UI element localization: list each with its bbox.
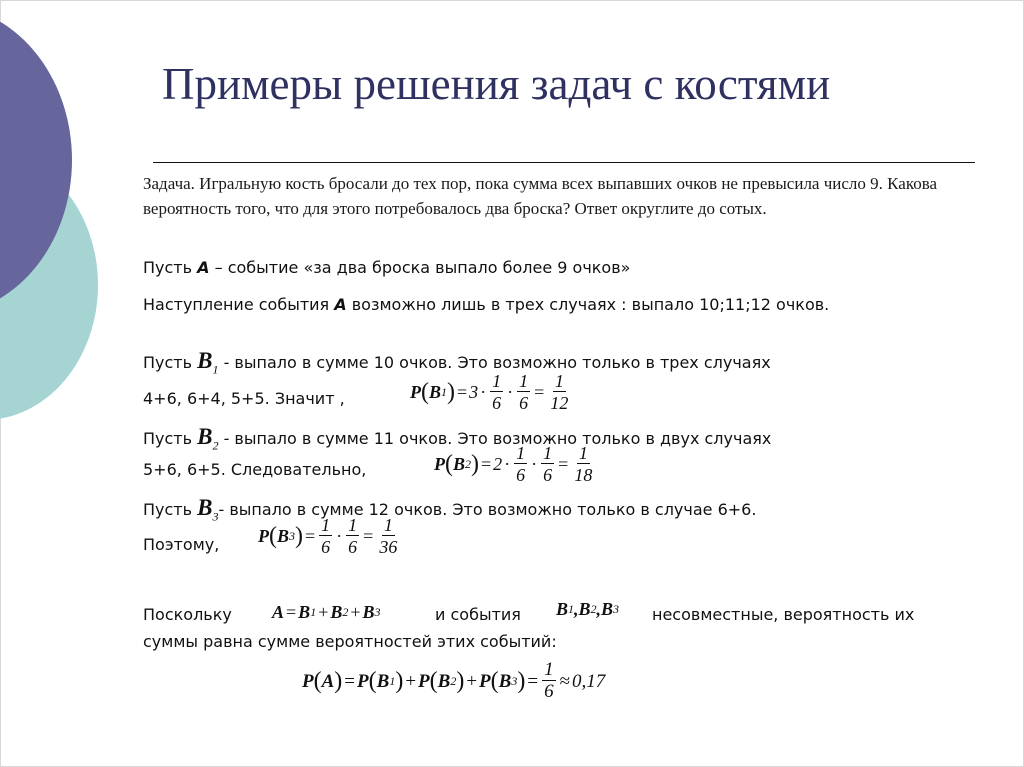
- formula-p-b1: P ( B 1 ) = 3 · $\frac{1}{6}$ · $\frac{1}{6}$ = $\frac{1}{12}$: [410, 371, 569, 413]
- formula-p-b3: P ( B 3 ) = $\frac{1}{6}$ · $\frac{1}{6}$ = $\frac{1}{36}$: [258, 515, 398, 557]
- formula-p-b2: P ( B 2 ) = 2 · $\frac{1}{6}$ · $\frac{1}{6}$ = $\frac{1}{18}$: [434, 443, 593, 485]
- statement-b3: Пусть $B_3-$ выпало в сумме 12 очков. Это возможно только в случае 6+6.: [143, 495, 757, 524]
- statement-event-a: Пусть А – событие «за два броска выпало более 9 очков»: [143, 258, 631, 277]
- symbol-b1: $B_1$: [197, 348, 219, 377]
- task-statement: Задача. Игральную кость бросали до тех пор, пока сумма всех выпавших очков не превысила число 9. Какова вероятность того, что для этого потребовалось два броска? Ответ округлите до сотых.: [143, 174, 938, 218]
- statement-b2-cases: 5+6, 6+5. Следовательно,: [143, 460, 367, 479]
- symbol-b3: $B_3$: [197, 495, 219, 524]
- statement-b2: Пусть $B_2$ - выпало в сумме 11 очков. Это возможно только в двух случаях: [143, 424, 772, 453]
- statement-events-label: и события: [435, 605, 521, 624]
- statement-incompatible: несовместные, вероятность их: [652, 605, 915, 624]
- statement-b1: Пусть $B_1$ - выпало в сумме 10 очков. Это возможно только в трех случаях: [143, 348, 771, 377]
- statement-since-label: Поскольку: [143, 605, 232, 624]
- page-title: Примеры решения задач с костями: [162, 59, 831, 109]
- statement-sum-rule: суммы равна сумме вероятностей этих событий:: [143, 632, 557, 651]
- statement-cases: Наступление события А возможно лишь в трех случаях : выпало 10;11;12 очков.: [143, 295, 830, 314]
- formula-final-answer: P ( A ) = P ( B 1 ) + P ( B 2 ) + P ( B 3 ) = $\frac{1}{6}$ ≈ 0,17: [302, 659, 606, 702]
- statement-b1-cases: 4+6, 6+4, 5+5. Значит ,: [143, 389, 345, 408]
- statement-therefore: Поэтому,: [143, 535, 220, 554]
- title-divider: [153, 162, 975, 163]
- formula-events-list: B 1 , B 2 , B 3: [556, 599, 620, 619]
- symbol-b2: $B_2$: [197, 424, 219, 453]
- formula-a-sum: A = B 1 + B 2 + B 3: [272, 602, 381, 622]
